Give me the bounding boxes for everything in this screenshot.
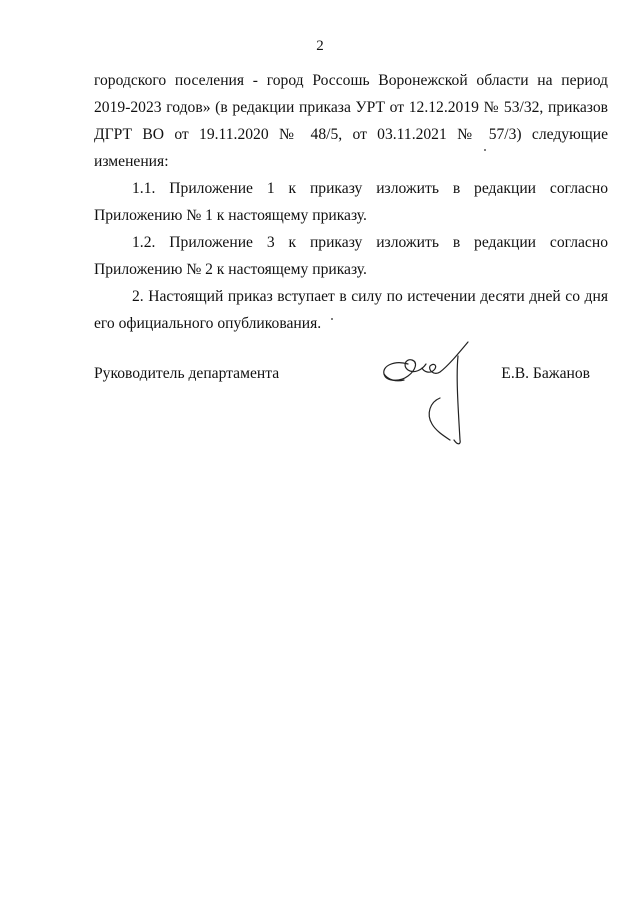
paragraph-item-2: 2. Настоящий приказ вступает в силу по истечении десяти дней со дня его официального опубликования. bbox=[94, 288, 608, 332]
handwritten-signature bbox=[378, 336, 488, 448]
document-body bbox=[94, 67, 608, 337]
paragraph-item-1-2: 1.2. Приложение 3 к приказу изложить в редакции согласно Приложению № 2 к настоящему приказу. bbox=[94, 234, 608, 278]
scan-speck bbox=[484, 149, 486, 151]
signer-position: Руководитель департамента bbox=[94, 365, 280, 382]
signer-name: Е.В. Бажанов bbox=[501, 365, 590, 382]
page-number: 2 bbox=[316, 38, 324, 54]
paragraph-item-1-1: 1.1. Приложение 1 к приказу изложить в редакции согласно Приложению № 1 к настоящему приказу. bbox=[94, 180, 608, 224]
scan-speck bbox=[331, 318, 333, 320]
paragraph-intro: городского поселения - город Россошь Воронежской области на период 2019-2023 годов» (в редакции приказа УРТ от 12.12.2019 № 53/32, приказов ДГРТ ВО от 19.11.2020 № 48/5, от 03.11.2021 № 57/3) следующие изменения: bbox=[94, 72, 608, 170]
